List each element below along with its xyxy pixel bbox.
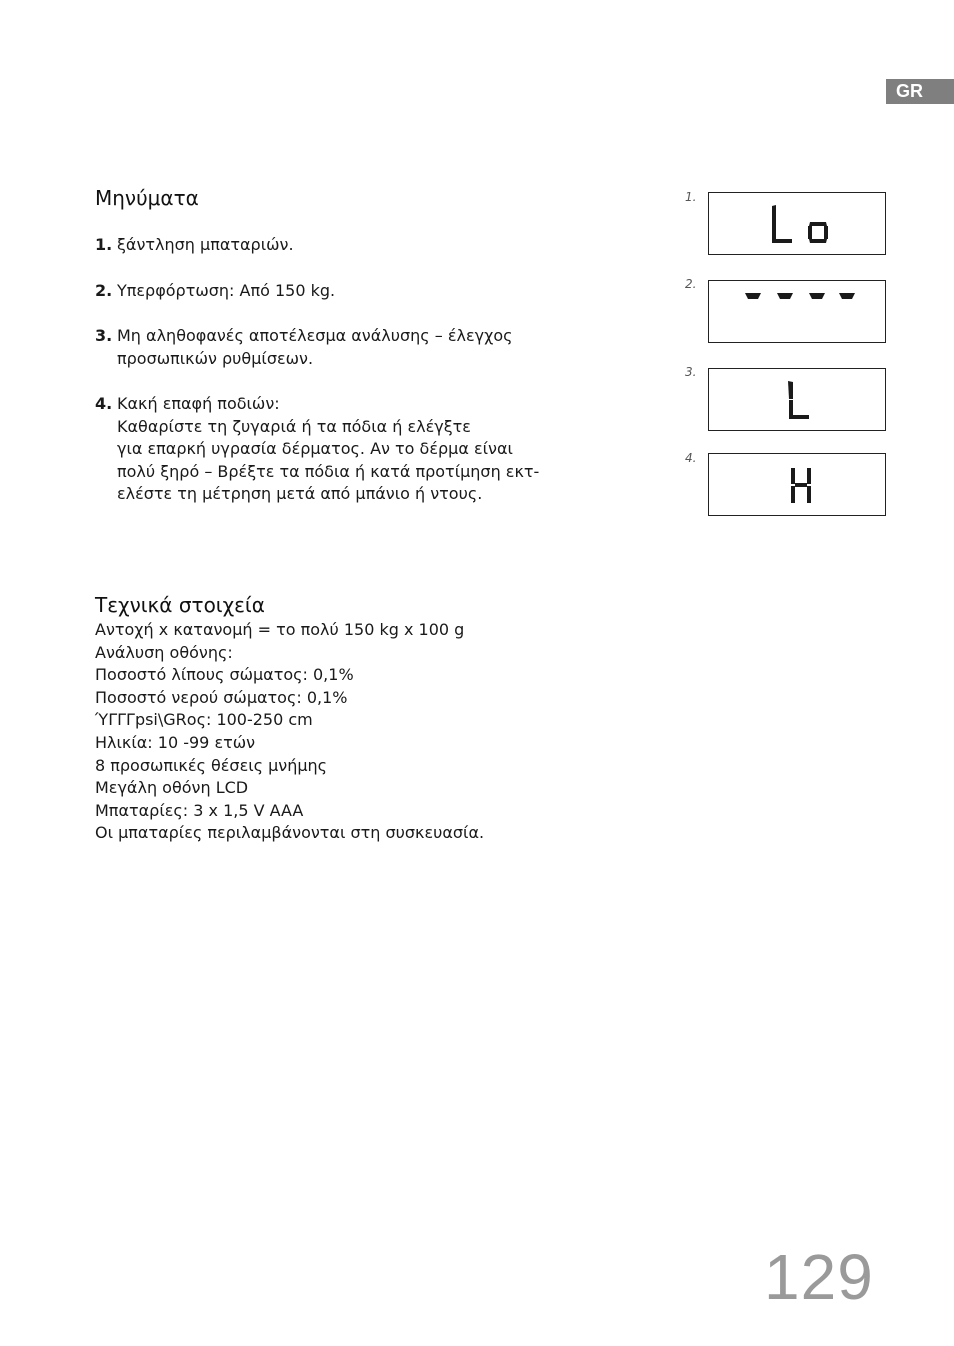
spec-line: Οι μπαταρίες περιλαμβάνονται στη συσκευασία. <box>95 823 485 843</box>
spec-line: Μεγάλη οθόνη LCD <box>95 778 249 798</box>
messages-title: Μηνύματα <box>95 186 199 210</box>
lcd-display-lo <box>708 192 886 255</box>
specs-list <box>95 619 695 845</box>
message-text: Υπερφόρτωση: Από 150 kg. <box>117 281 336 300</box>
display-label-1: 1. <box>685 190 697 204</box>
message-text: προσωπικών ρυθμίσεων. <box>117 348 314 368</box>
spec-line: Ποσοστό νερού σώματος: 0,1% <box>95 687 348 707</box>
lcd-symbol-dashes <box>745 293 855 299</box>
display-label-3: 3. <box>685 365 697 379</box>
message-number: 1. <box>95 235 113 254</box>
message-number: 3. <box>95 326 113 345</box>
lcd-symbol-lo <box>772 205 828 243</box>
message-text: ξάντληση μπαταριών. <box>117 235 294 254</box>
spec-line: Μπαταρίες: 3 x 1,5 V AAA <box>95 800 304 820</box>
lcd-display-dashes <box>708 280 886 343</box>
display-label-2: 2. <box>685 277 697 291</box>
message-text: Καθαρίστε τη ζυγαριά ή τα πόδια ή ελέγξτε <box>117 416 471 436</box>
message-text: Κακή επαφή ποδιών: <box>117 394 280 413</box>
page-number: 129 <box>764 1241 874 1313</box>
lcd-lo-icon <box>709 193 885 254</box>
message-item-1 <box>95 234 625 257</box>
spec-line: ΎΓΓΓpsi\GRος: 100-250 cm <box>95 710 313 730</box>
message-item-2 <box>95 280 625 303</box>
message-text: για επαρκή υγρασία δέρματος. Αν το δέρμα είναι <box>117 439 513 458</box>
message-text: Μη αληθοφανές αποτέλεσμα ανάλυσης – έλεγχος <box>117 326 513 345</box>
lcd-h-icon <box>709 454 885 515</box>
specs-title: Τεχνικά στοιχεία <box>95 593 265 617</box>
lcd-display-l <box>708 368 886 431</box>
spec-line: Ηλικία: 10 -99 ετών <box>95 732 256 752</box>
spec-line: Αντοχή x κατανομή = το πολύ 150 kg x 100 g <box>95 620 465 639</box>
message-text: πολύ ξηρό – Βρέξτε τα πόδια ή κατά προτίμηση εκτ- <box>117 461 540 481</box>
spec-line: 8 προσωπικές θέσεις μνήμης <box>95 755 328 775</box>
message-number: 2. <box>95 281 113 300</box>
lcd-l-icon <box>709 369 885 430</box>
lcd-dashes-icon <box>709 281 885 342</box>
spec-line: Ποσοστό λίπους σώματος: 0,1% <box>95 665 354 685</box>
display-label-4: 4. <box>685 451 697 465</box>
lcd-symbol-h <box>791 468 811 503</box>
message-item-4 <box>95 393 625 506</box>
message-number: 4. <box>95 394 113 413</box>
spec-line: Ανάλυση οθόνης: <box>95 642 233 662</box>
message-text: ελέστε τη μέτρηση μετά από μπάνιο ή ντους. <box>117 484 483 503</box>
lcd-display-h <box>708 453 886 516</box>
language-tab: GR <box>886 79 954 104</box>
message-item-3 <box>95 325 625 370</box>
lcd-symbol-l <box>788 381 809 419</box>
